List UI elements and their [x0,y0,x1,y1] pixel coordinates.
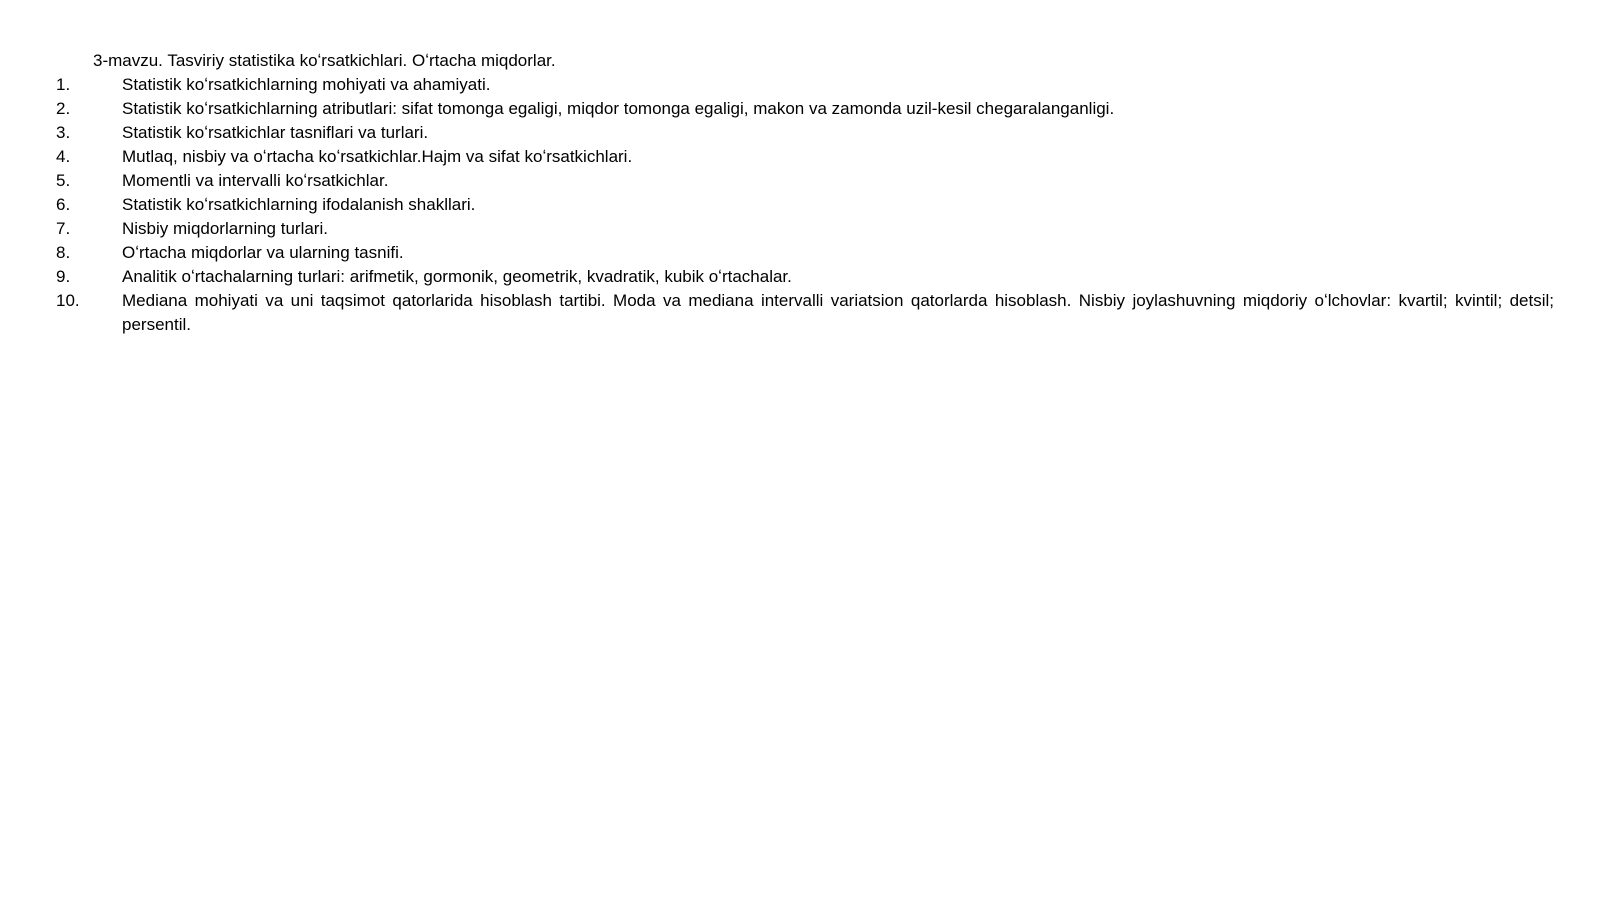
item-text: Nisbiy miqdorlarning turlari. [122,219,328,238]
list-item [56,289,1554,337]
list-item [56,169,1554,193]
item-text: Momentli va intervalli koʻrsatkichlar. [122,171,389,190]
document-title: 3-mavzu. Tasviriy statistika koʻrsatkichlari. Oʻrtacha miqdorlar. [93,51,556,70]
list-item [56,217,1554,241]
item-number: 6. [56,195,71,214]
item-text: Mediana mohiyati va uni taqsimot qatorlarida hisoblash tartibi. Moda va mediana intervalli variatsion qatorlarda hisoblash. Nisbiy joylashuvning miqdoriy oʻlchovlar: kvartil; kvintil; detsil; persentil. [122,291,1554,334]
item-text: Statistik koʻrsatkichlarning mohiyati va ahamiyati. [122,75,491,94]
item-number: 3. [56,123,71,142]
item-number: 8. [56,243,71,262]
list-item [56,265,1554,289]
item-number: 4. [56,147,71,166]
item-number: 5. [56,171,71,190]
item-number: 10. [56,291,80,310]
list-item [56,97,1554,121]
item-number: 2. [56,99,71,118]
list-item [56,145,1554,169]
topic-list [56,73,1554,337]
item-number: 1. [56,75,71,94]
item-text: Statistik koʻrsatkichlar tasniflari va turlari. [122,123,429,142]
list-item [56,73,1554,97]
item-text: Mutlaq, nisbiy va oʻrtacha koʻrsatkichlar.Hajm va sifat koʻrsatkichlari. [122,147,633,166]
item-text: Statistik koʻrsatkichlarning atributlari: sifat tomonga egaligi, miqdor tomonga egaligi, makon va zamonda uzil-kesil chegaralanganligi. [122,99,1115,118]
item-text: Analitik oʻrtachalarning turlari: arifmetik, gormonik, geometrik, kvadratik, kubik oʻrtachalar. [122,267,792,286]
item-text: Oʻrtacha miqdorlar va ularning tasnifi. [122,243,404,262]
item-text: Statistik koʻrsatkichlarning ifodalanish shakllari. [122,195,476,214]
list-item [56,193,1554,217]
item-number: 9. [56,267,71,286]
item-number: 7. [56,219,71,238]
list-item [56,121,1554,145]
list-item [56,241,1554,265]
